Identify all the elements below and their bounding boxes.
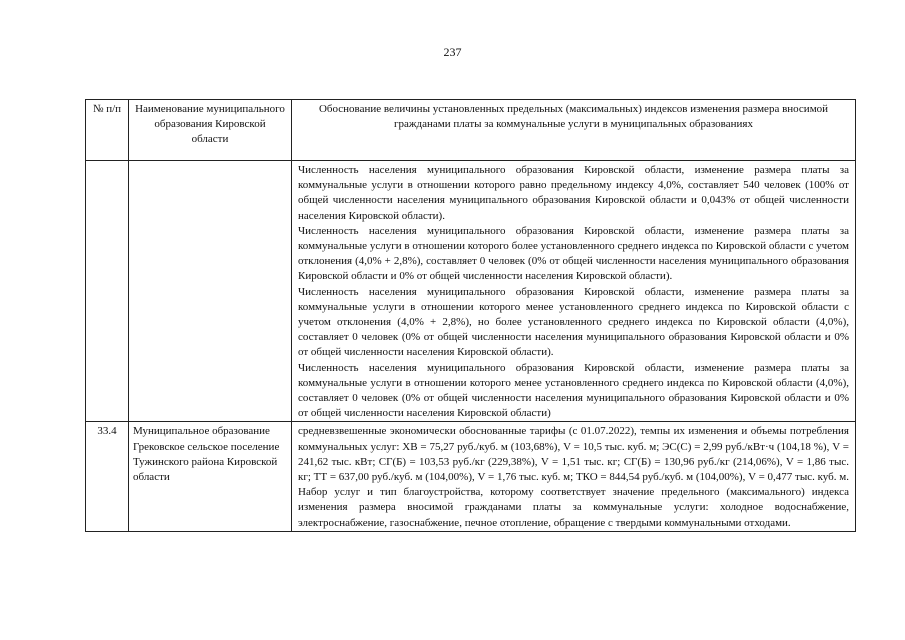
continuation-row (86, 161, 856, 422)
header-justification-cell: Обоснование величины установленных предельных (максимальных) индексов изменения размера вносимой гражданами платы за коммунальные услуги в муниципальных образованиях (292, 100, 856, 161)
row-number-cell: 33.4 (86, 422, 129, 531)
paragraph: Численность населения муниципального образования Кировской области, изменение размера платы за коммунальные услуги в отношении которого менее установленного среднего индекса по Кировской области с учетом отклонения (4,0% + 2,8%), но более установленного среднего индекса по Кировской области (4,0%), составляет 0 человек (0% от общей численности населения муниципального образования Кировской области и 0% от общей численности населения Кировской области). (298, 285, 849, 359)
row-justification-cell (292, 422, 856, 531)
continuation-justification-cell (292, 161, 856, 422)
paragraph: Численность населения муниципального образования Кировской области, изменение размера платы за коммунальные услуги в отношении которого равно предельному индексу 4,0%, составляет 540 человек (100% от общей численности населения муниципального образования Кировской области и 0,043% от общей численности населения Кировской области). (298, 164, 849, 222)
paragraph: Набор услуг и тип благоустройства, которому соответствует значение предельного (максимального) индекса изменения размера вносимой гражданами платы за коммунальные услуги: холодное водоснабжение, электроснабжение, газоснабжение, печное отопление, обращение с твердыми коммунальными отходами. (298, 486, 849, 529)
paragraph: Численность населения муниципального образования Кировской области, изменение размера платы за коммунальные услуги в отношении которого более установленного среднего индекса по Кировской области с учетом отклонения (4,0% + 2,8%), составляет 0 человек (0% от общей численности населения муниципального образования Кировской области и 0% от общей численности населения Кировской области). (298, 224, 849, 283)
paragraph: средневзвешенные экономически обоснованные тарифы (с 01.07.2022), темпы их изменения и объемы потребления коммунальных услуг: ХВ = 75,27 руб./куб. м (103,68%), V = 10,5 тыс. куб. м; ЭС(С) = 2,99 руб./кВт·ч (104,18 %), V = 241,62 тыс. кВт; СГ(Б) = 103,53 руб./кг (229,38%), V = 1,51 тыс. кг; СГ(Б) = 130,96 руб./кг (214,06%), V = 1,86 тыс. кг; ТТ = 637,00 руб./куб. м (104,00%), V = 1,76 тыс. куб. м; ТКО = 844,54 руб./куб. м (104,00%), V = 0,477 тыс. куб. м. (298, 425, 849, 484)
header-municipality-cell: Наименование муниципального образования Кировской области (129, 100, 292, 161)
row-municipality-cell: Муниципальное образование Грековское сельское поселение Тужинского района Кировской области (129, 422, 292, 531)
continuation-number-cell (86, 161, 129, 422)
table-header-row (86, 100, 856, 161)
header-number-cell: № п/п (86, 100, 129, 161)
page-number: 237 (443, 45, 462, 59)
table-row (86, 422, 856, 531)
paragraph: Численность населения муниципального образования Кировской области, изменение размера платы за коммунальные услуги в отношении которого менее установленного среднего индекса по Кировской области (4,0%), составляет 0 человек (0% от общей численности населения муниципального образования Кировской области и 0% от общей численности населения Кировской области) (298, 361, 849, 420)
tariff-justification-table (85, 99, 856, 532)
continuation-name-cell (129, 161, 292, 422)
